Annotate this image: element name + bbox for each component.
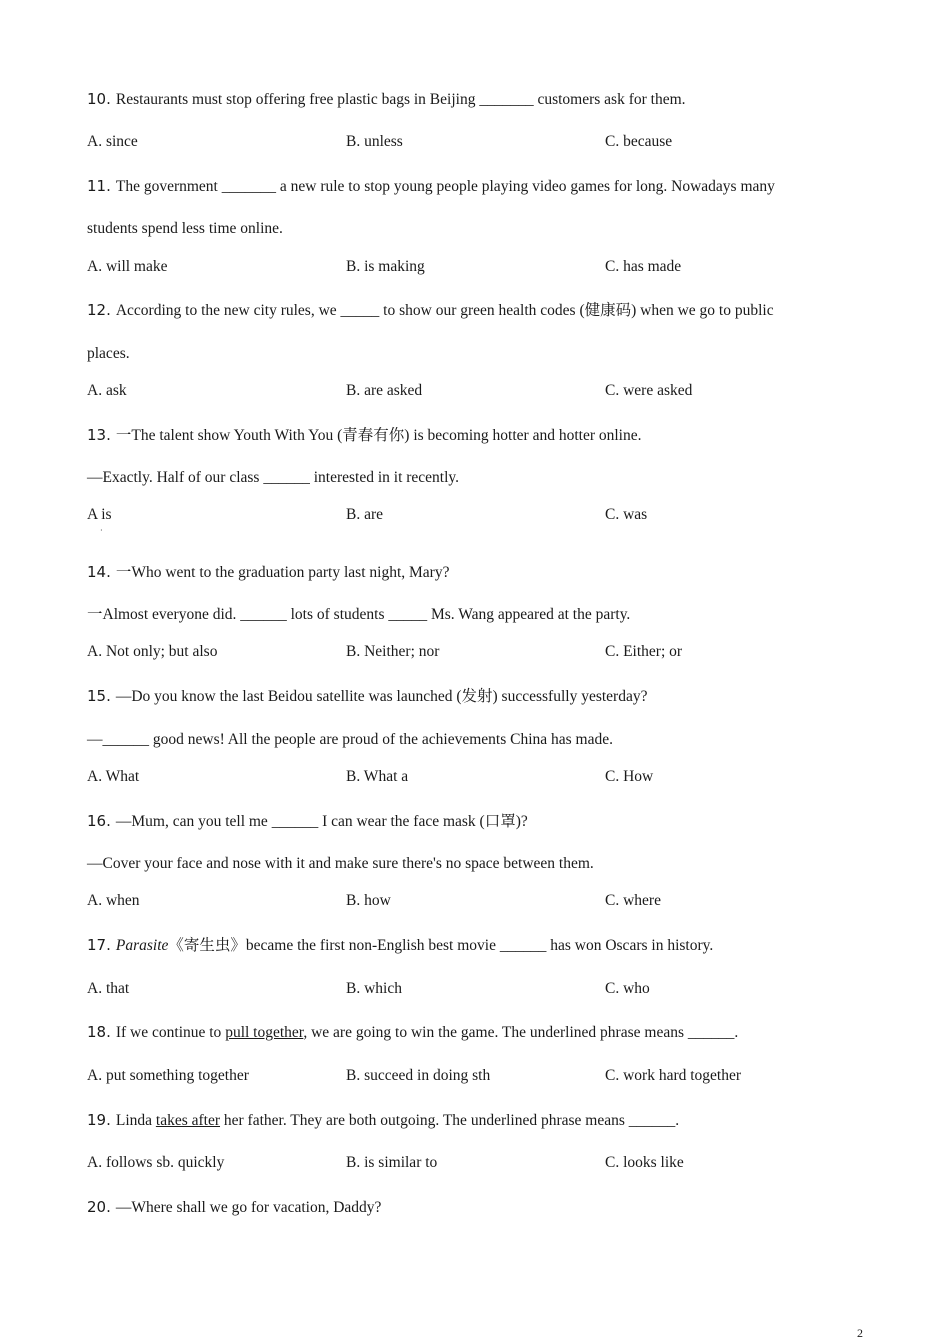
dialogue-reply: —Cover your face and nose with it and make sure there's no space between them. [87,855,594,872]
question-16 [87,811,528,832]
stray-mark: · [100,526,103,535]
question-number: 20. [87,1198,111,1216]
question-12 [87,300,774,321]
option-c: C. work hard together [605,1067,742,1084]
question-text: According to the new city rules, we _____ to show our green health codes (健康码) when we go to public [115,302,774,319]
option-b: B. how [346,892,391,909]
option-a: A. put something together [87,1067,249,1084]
option-a: A. that [87,980,130,997]
dialogue-reply: —Exactly. Half of our class ______ interested in it recently. [87,469,460,486]
question-text-continued: places. [87,345,130,362]
option-b: B. are [346,506,384,523]
option-c: C. was [605,506,648,523]
question-number: 11. [87,177,111,195]
option-b: B. succeed in doing sth [346,1067,491,1084]
question-text: —Mum, can you tell me ______ I can wear the face mask (口罩)? [115,813,528,830]
question-13 [87,425,641,446]
option-a: A. What [87,768,140,785]
question-number: 12. [87,301,111,319]
question-18 [87,1022,738,1043]
movie-title: Parasite [115,937,169,954]
option-b: B. Neither; nor [346,643,440,660]
question-number: 18. [87,1023,111,1041]
option-c: C. where [605,892,661,909]
question-number: 13. [87,426,111,444]
question-20 [87,1197,381,1218]
underlined-phrase: takes after [155,1112,221,1129]
question-number: 19. [87,1111,111,1129]
option-b: B. which [346,980,402,997]
question-text: 《寄生虫》became the first non-English best movie ______ has won Oscars in history. [168,937,714,954]
option-b: B. unless [346,133,403,150]
option-b: B. are asked [346,382,423,399]
question-text: 一Who went to the graduation party last night, Mary? [115,564,450,581]
question-text-pre: Linda [115,1112,156,1129]
question-text-pre: If we continue to [115,1024,226,1041]
page-number: 2 [857,1326,863,1340]
dialogue-reply: —______ good news! All the people are proud of the achievements China has made. [87,731,614,748]
question-15 [87,686,647,707]
question-11 [87,176,775,197]
question-text: The government _______ a new rule to stop young people playing video games for long. Nowadays many [115,178,775,195]
question-number: 14. [87,563,111,581]
question-17 [87,935,713,956]
question-19 [87,1110,679,1131]
option-c: C. Either; or [605,643,683,660]
question-10 [87,89,686,110]
option-a: A. since [87,133,138,150]
option-a: A. ask [87,382,127,399]
option-b: B. is making [346,258,425,275]
question-number: 15. [87,687,111,705]
option-c: C. How [605,768,654,785]
question-number: 16. [87,812,111,830]
option-c: C. were asked [605,382,693,399]
question-text-post: , we are going to win the game. The underlined phrase means ______. [303,1024,739,1041]
question-text: Restaurants must stop offering free plastic bags in Beijing _______ customers ask for them. [115,91,686,108]
question-text: —Where shall we go for vacation, Daddy? [115,1199,382,1216]
option-a: A is [87,506,112,523]
option-a: A. when [87,892,140,909]
option-c: C. because [605,133,673,150]
question-text: —Do you know the last Beidou satellite was launched (发射) successfully yesterday? [115,688,648,705]
option-b: B. What a [346,768,409,785]
underlined-phrase: pull together [225,1024,304,1041]
question-number: 17. [87,936,111,954]
option-a: A. will make [87,258,168,275]
question-text-post: her father. They are both outgoing. The underlined phrase means ______. [220,1112,680,1129]
question-text: 一The talent show Youth With You (青春有你) is becoming hotter and hotter online. [115,427,642,444]
question-number: 10. [87,90,111,108]
option-c: C. looks like [605,1154,684,1171]
option-a: A. Not only; but also [87,643,218,660]
option-a: A. follows sb. quickly [87,1154,225,1171]
question-text-continued: students spend less time online. [87,220,283,237]
option-b: B. is similar to [346,1154,438,1171]
question-14 [87,562,449,583]
option-c: C. has made [605,258,682,275]
dialogue-reply: 一Almost everyone did. ______ lots of students _____ Ms. Wang appeared at the party. [87,606,631,623]
option-c: C. who [605,980,650,997]
